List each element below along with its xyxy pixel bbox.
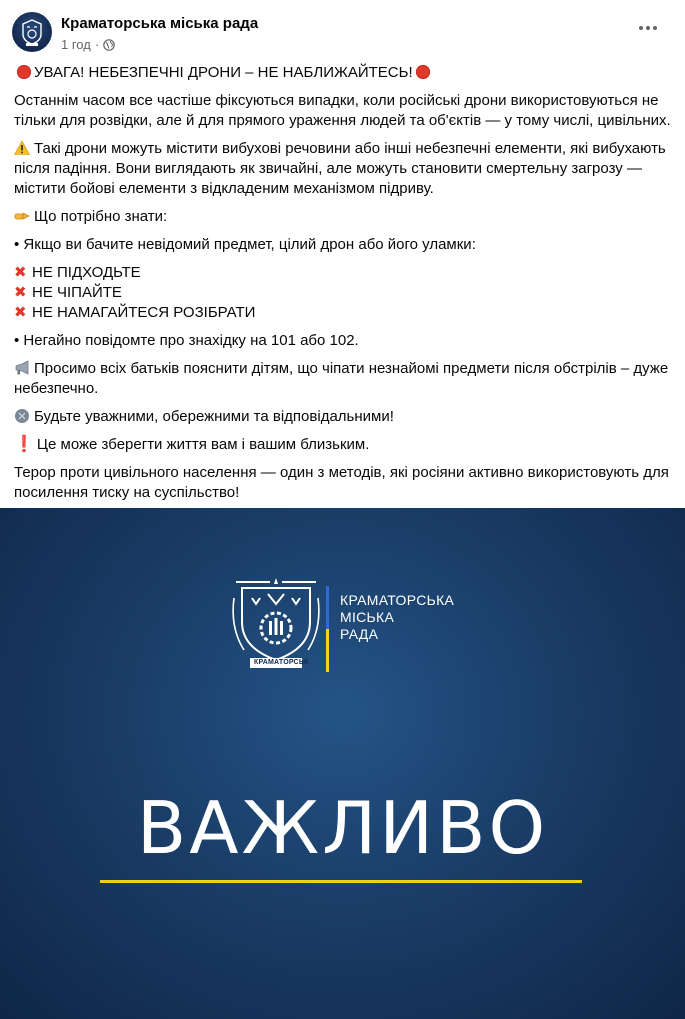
shield-icon (14, 408, 30, 424)
paragraph: Терор проти цивільного населення — один з методів, які росіяни активно використовують для посилення тиску на суспільство! (14, 464, 669, 501)
pointing-hand-icon (14, 208, 30, 224)
exclamation-icon: ❗ (14, 436, 34, 453)
city-logo (230, 578, 470, 678)
list-item: ✖ НЕ ПІДХОДЬТЕ (14, 264, 141, 281)
stop-sign-icon (17, 65, 31, 79)
megaphone-icon (14, 360, 30, 376)
more-options-button[interactable] (639, 24, 659, 32)
ukrainian-flag-bar (326, 586, 329, 672)
logo-wordmark: КРАМАТОРСЬКА МІСЬКА РАДА (340, 592, 455, 642)
post-header (12, 12, 673, 56)
paragraph: Будьте уважними, обережними та відповідальними! (14, 407, 674, 427)
image-headline: ВАЖЛИВО (136, 786, 549, 870)
city-emblem-icon (12, 12, 52, 52)
post-meta (61, 37, 115, 52)
cross-mark-icon: ✖ (14, 284, 27, 301)
post-image[interactable] (0, 508, 685, 1019)
cross-mark-icon: ✖ (14, 304, 27, 321)
warning-icon (14, 140, 30, 156)
page-name-link[interactable]: Краматорська міська рада (61, 15, 259, 32)
more-horizontal-icon (639, 26, 643, 30)
list-item: ✖ НЕ НАМАГАЙТЕСЯ РОЗІБРАТИ (14, 304, 256, 321)
stop-sign-icon (416, 65, 430, 79)
cross-mark-icon: ✖ (14, 264, 27, 281)
paragraph: • Негайно повідомте про знахідку на 101 або 102. (14, 332, 359, 349)
list-item: ✖ НЕ ЧІПАЙТЕ (14, 284, 122, 301)
post-text (14, 63, 674, 511)
paragraph: Такі дрони можуть містити вибухові речовини або інші небезпечні елементи, які вибухають після падіння. Вони виглядають як звичайні, але можуть становити смертельну загрозу — містити бойові елементи з відкладеним механізмом підриву. (14, 140, 666, 197)
emblem-ribbon-text: КРАМАТОРСЬК (254, 659, 309, 666)
globe-icon[interactable] (103, 39, 115, 51)
warning-line: УВАГА! НЕБЕЗПЕЧНІ ДРОНИ – НЕ НАБЛИЖАЙТЕСЬ! (14, 63, 674, 83)
paragraph: Просимо всіх батьків пояснити дітям, що чіпати незнайомі предмети після обстрілів – дуже небезпечно. (14, 360, 669, 397)
meta-separator: · (94, 37, 100, 52)
paragraph: ❗ Це може зберегти життя вам і вашим близьким. (14, 436, 370, 453)
paragraph: Останнім часом все частіше фіксуються випадки, коли російські дрони використовуються не тільки для розвідки, але й для прямого ураження людей та об'єктів — у тому числі, цивільних. (14, 92, 671, 129)
paragraph: • Якщо ви бачите невідомий предмет, цілий дрон або його уламки: (14, 236, 476, 253)
paragraph: Що потрібно знати: (14, 207, 674, 227)
post-timestamp[interactable]: 1 год (61, 37, 91, 52)
headline-underline (100, 880, 582, 883)
avatar[interactable] (12, 12, 52, 52)
